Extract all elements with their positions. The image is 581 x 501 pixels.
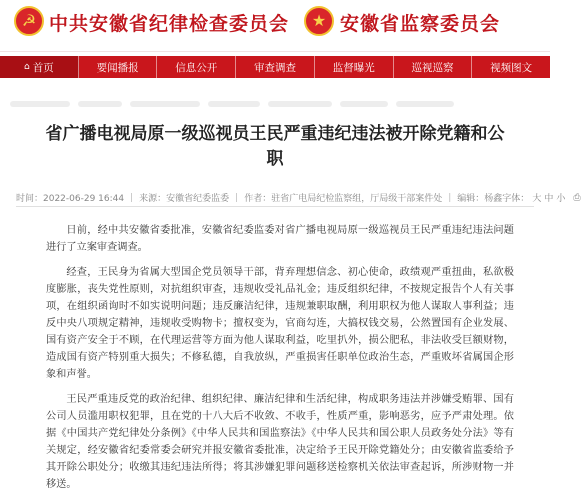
home-icon: ⌂: [24, 62, 30, 72]
font-size-label: 字体：: [502, 194, 530, 204]
nav-item-exposure[interactable]: 监督曝光: [315, 56, 394, 78]
nav-item-investigation[interactable]: 审查调查: [236, 56, 315, 78]
nav-item-inspection[interactable]: 巡视巡察: [394, 56, 473, 78]
article-body: [46, 222, 514, 501]
nav-item-media[interactable]: 视频图文: [490, 61, 533, 74]
article-paragraph: 日前，经中共安徽省委批准，安徽省纪委监委对省广播电视局原一级巡视员王民严重违纪违法问题进行了立案审查调查。: [46, 225, 514, 253]
site-header: [0, 0, 550, 52]
nav-item-disclosure[interactable]: 信息公开: [157, 56, 236, 78]
article-meta: 时间：2022-06-29 16:44 | 来源：安徽省纪委监委 | 作者：驻省广电局纪检监察组，厅局级干部案件处 | 编辑：杨鑫 字体： 大 中 小 ⎙: [16, 192, 581, 204]
article-paragraph: 经查，王民身为省属大型国企党员领导干部，背弃理想信念、初心使命，政绩观严重扭曲，私欲极度膨胀，丧失党性原则，对抗组织审查，违规收受礼品礼金；违反组织纪律，不按规定报告个人有关事项，在组织函询时不如实说明问题；违反廉洁纪律，违规兼职取酬，利用职权为他人谋取人事利益；违反中央八项规定精神，违规收受购物卡；擅权变为，官商勾连，大搞权钱交易，公然置国有企业发展、国有资产安全于不顾，在代理运营等方面为他人谋取利益，吃里扒外，损公肥私，非法收受巨额财物，造成国有资产特别重大损失；不修私德，自我放纵，严重损害任职单位政治生态，严重败坏省属国企形象和声誉。: [46, 267, 514, 380]
party-commission-name[interactable]: 中共安徽省纪律检查委员会: [49, 13, 290, 35]
font-size-large-option[interactable]: 大: [532, 194, 542, 204]
print-icon[interactable]: ⎙: [573, 192, 581, 203]
meta-divider: [16, 206, 534, 207]
national-emblem-icon: ★: [304, 6, 334, 36]
article-editor: 编辑：杨鑫: [457, 194, 503, 204]
nav-item-news[interactable]: 要闻播报: [79, 56, 158, 78]
nav-item-home[interactable]: [0, 56, 79, 78]
supervision-commission-name[interactable]: 安徽省监察委员会: [340, 13, 501, 35]
article-title: 省广播电视局原一级巡视员王民严重违纪违法被开除党籍和公职: [45, 124, 505, 169]
font-size-small-option[interactable]: 小: [556, 194, 566, 204]
faded-subnav-strip: [10, 92, 540, 106]
article-authors: 作者：驻省广电局纪检监察组，厅局级干部案件处: [244, 194, 443, 204]
article-source: 来源：安徽省纪委监委: [139, 194, 230, 204]
article-paragraph: 王民严重违反党的政治纪律、组织纪律、廉洁纪律和生活纪律，构成职务违法并涉嫌受贿罪、国有公司人员滥用职权犯罪，且在党的十八大后不收敛、不收手，性质严重，影响恶劣，应予严肃处理。依据《中国共产党纪律处分条例》《中华人民共和国监察法》《中华人民共和国公职人员政务处分法》等有关规定，经安徽省纪委常委会研究并报安徽省委批准，决定给予王民开除党籍处分；由安徽省监委给予其开除公职处分；收缴其违纪违法所得；将其涉嫌犯罪问题移送检察机关依法审查起诉，所涉财物一并移送。: [46, 394, 514, 490]
main-nav: [0, 56, 550, 78]
party-emblem-icon: ☭: [14, 6, 44, 36]
font-size-medium-option[interactable]: 中: [544, 194, 554, 204]
nav-item-label: 首页: [32, 61, 54, 74]
publish-time: 时间：2022-06-29 16:44: [16, 194, 125, 204]
